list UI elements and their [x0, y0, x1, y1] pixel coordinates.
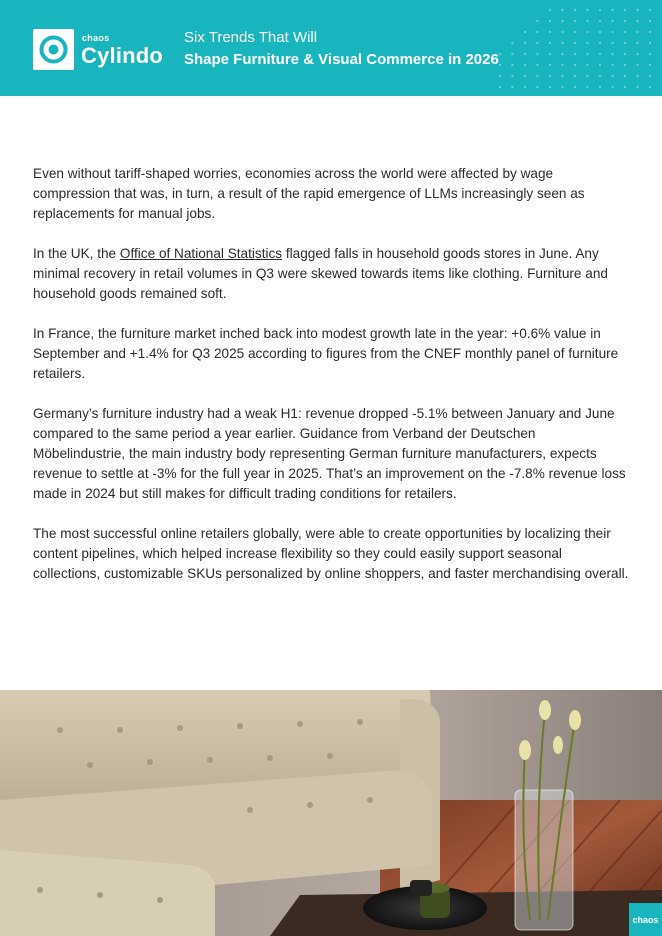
- header-dot: [561, 75, 563, 77]
- paragraph-wage-compression: Even without tariff-shaped worries, economies across the world were affected by wage compression that was, in turn, a result of the rapid emergence of LLMs increasingly seen as replacements for manual jobs.: [33, 166, 585, 221]
- header-dot: [549, 64, 551, 66]
- header-dot: [599, 86, 601, 88]
- header-dot: [499, 64, 501, 66]
- header-dot: [549, 20, 551, 22]
- header-dot: [574, 9, 576, 11]
- header-dot: [561, 31, 563, 33]
- header-dot: [536, 64, 538, 66]
- header-dot: [599, 64, 601, 66]
- header-dot: [611, 53, 613, 55]
- header-dot: [536, 53, 538, 55]
- ons-link[interactable]: Office of National Statistics: [119, 246, 283, 261]
- header-dot: [511, 75, 513, 77]
- header-dot: [624, 42, 626, 44]
- header-dot: [586, 42, 588, 44]
- header-dot: [499, 53, 501, 55]
- header-dot: [611, 75, 613, 77]
- header-dot: [536, 86, 538, 88]
- paragraph-france: In France, the furniture market inched back into modest growth late in the year: +0.6% value in September and +1.4% for Q3 2025 according to figures from the CNEF monthly panel of furniture retailers.: [33, 326, 619, 381]
- header-dot: [611, 64, 613, 66]
- header-dot: [499, 86, 501, 88]
- header-dot: [636, 20, 638, 22]
- header-dot: [586, 75, 588, 77]
- header-dot: [586, 86, 588, 88]
- header-dot: [574, 31, 576, 33]
- header-dot: [586, 53, 588, 55]
- header-dot: [624, 75, 626, 77]
- header-dot: [624, 64, 626, 66]
- header-dot: [549, 75, 551, 77]
- header-dot: [611, 86, 613, 88]
- header-dot: [499, 75, 501, 77]
- header-dot: [624, 31, 626, 33]
- header-dot: [624, 53, 626, 55]
- header-dot: [649, 75, 651, 77]
- paragraph-uk: [33, 244, 629, 304]
- header-dot: [524, 86, 526, 88]
- header-dot: [636, 64, 638, 66]
- header-dot: [536, 20, 538, 22]
- header-dot: [561, 9, 563, 11]
- header-dot: [561, 53, 563, 55]
- brand-chaos-label: chaos: [82, 33, 110, 43]
- header-dot: [636, 75, 638, 77]
- header-dot: [649, 86, 651, 88]
- header-dot: [574, 75, 576, 77]
- header-dot: [561, 42, 563, 44]
- header-dot: [611, 9, 613, 11]
- header-dot: [524, 75, 526, 77]
- header-dot: [586, 20, 588, 22]
- header-dot: [549, 31, 551, 33]
- header-dot: [511, 53, 513, 55]
- header-dot: [536, 31, 538, 33]
- header-dot: [586, 64, 588, 66]
- header-dot: [586, 9, 588, 11]
- paragraph-online-retailers: The most successful online retailers globally, were able to create opportunities by localizing their content pipelines, which helped increase flexibility so they could easily support seasonal collections, customizable SKUs personalized by online shoppers, and faster merchandising overall.: [33, 526, 629, 581]
- header-dot: [599, 31, 601, 33]
- header-dot: [511, 64, 513, 66]
- header-dot: [561, 86, 563, 88]
- header-dot: [611, 20, 613, 22]
- header-dot: [649, 20, 651, 22]
- header-dot: [574, 86, 576, 88]
- header-dot: [649, 64, 651, 66]
- cylindo-logo-icon: [33, 29, 74, 70]
- document-title-line1: Six Trends That Will: [184, 29, 318, 46]
- page-header: [0, 0, 662, 96]
- header-dot: [599, 75, 601, 77]
- header-dot: [549, 42, 551, 44]
- header-dot: [624, 20, 626, 22]
- header-dot: [586, 31, 588, 33]
- header-dot: [636, 53, 638, 55]
- header-dot: [624, 9, 626, 11]
- header-dot: [574, 42, 576, 44]
- sofa-illustration: [0, 690, 662, 936]
- header-dot: [636, 42, 638, 44]
- header-dot: [524, 64, 526, 66]
- header-dot: [636, 31, 638, 33]
- header-dot: [561, 20, 563, 22]
- header-dot: [511, 42, 513, 44]
- header-dot: [549, 53, 551, 55]
- article-body: [33, 164, 629, 604]
- header-dot: [649, 9, 651, 11]
- header-dot: [511, 86, 513, 88]
- header-dot: [549, 9, 551, 11]
- paragraph-uk-rest: flagged falls in household goods stores in June. Any minimal recovery in retail volumes in Q3 were skewed towards items like clothing. Furniture and household goods remained soft.: [33, 246, 608, 301]
- header-dot: [549, 86, 551, 88]
- header-dot: [574, 20, 576, 22]
- sofa-photo: [0, 690, 662, 936]
- paragraph-germany: Germany’s furniture industry had a weak H1: revenue dropped -5.1% between January and June compared to the same period a year earlier. Guidance from Verband der Deutschen Möbelindustrie, the main industry body representing German furniture manufacturers, expects revenue to settle at -3% for the full year in 2025. That’s an improvement on the -7.8% revenue loss made in 2024 but still makes for difficult trading conditions for retailers.: [33, 406, 626, 501]
- decorative-dot-grid: [492, 0, 662, 96]
- header-dot: [599, 20, 601, 22]
- header-dot: [649, 42, 651, 44]
- header-dot: [649, 31, 651, 33]
- document-title-line2: Shape Furniture & Visual Commerce in 2026: [184, 51, 499, 68]
- header-dot: [524, 42, 526, 44]
- paragraph-uk-intro: In the UK, the: [33, 246, 120, 261]
- header-dot: [561, 64, 563, 66]
- header-dot: [599, 42, 601, 44]
- header-dot: [536, 42, 538, 44]
- header-dot: [599, 53, 601, 55]
- header-dot: [524, 31, 526, 33]
- header-dot: [636, 86, 638, 88]
- header-dot: [524, 53, 526, 55]
- chaos-corner-badge: chaos: [629, 903, 662, 936]
- header-dot: [599, 9, 601, 11]
- header-dot: [649, 53, 651, 55]
- header-dot: [536, 75, 538, 77]
- header-dot: [611, 31, 613, 33]
- header-dot: [574, 53, 576, 55]
- header-dot: [624, 86, 626, 88]
- header-dot: [611, 42, 613, 44]
- header-dot: [574, 64, 576, 66]
- brand-cylindo-label: Cylindo: [81, 43, 164, 68]
- header-dot: [636, 9, 638, 11]
